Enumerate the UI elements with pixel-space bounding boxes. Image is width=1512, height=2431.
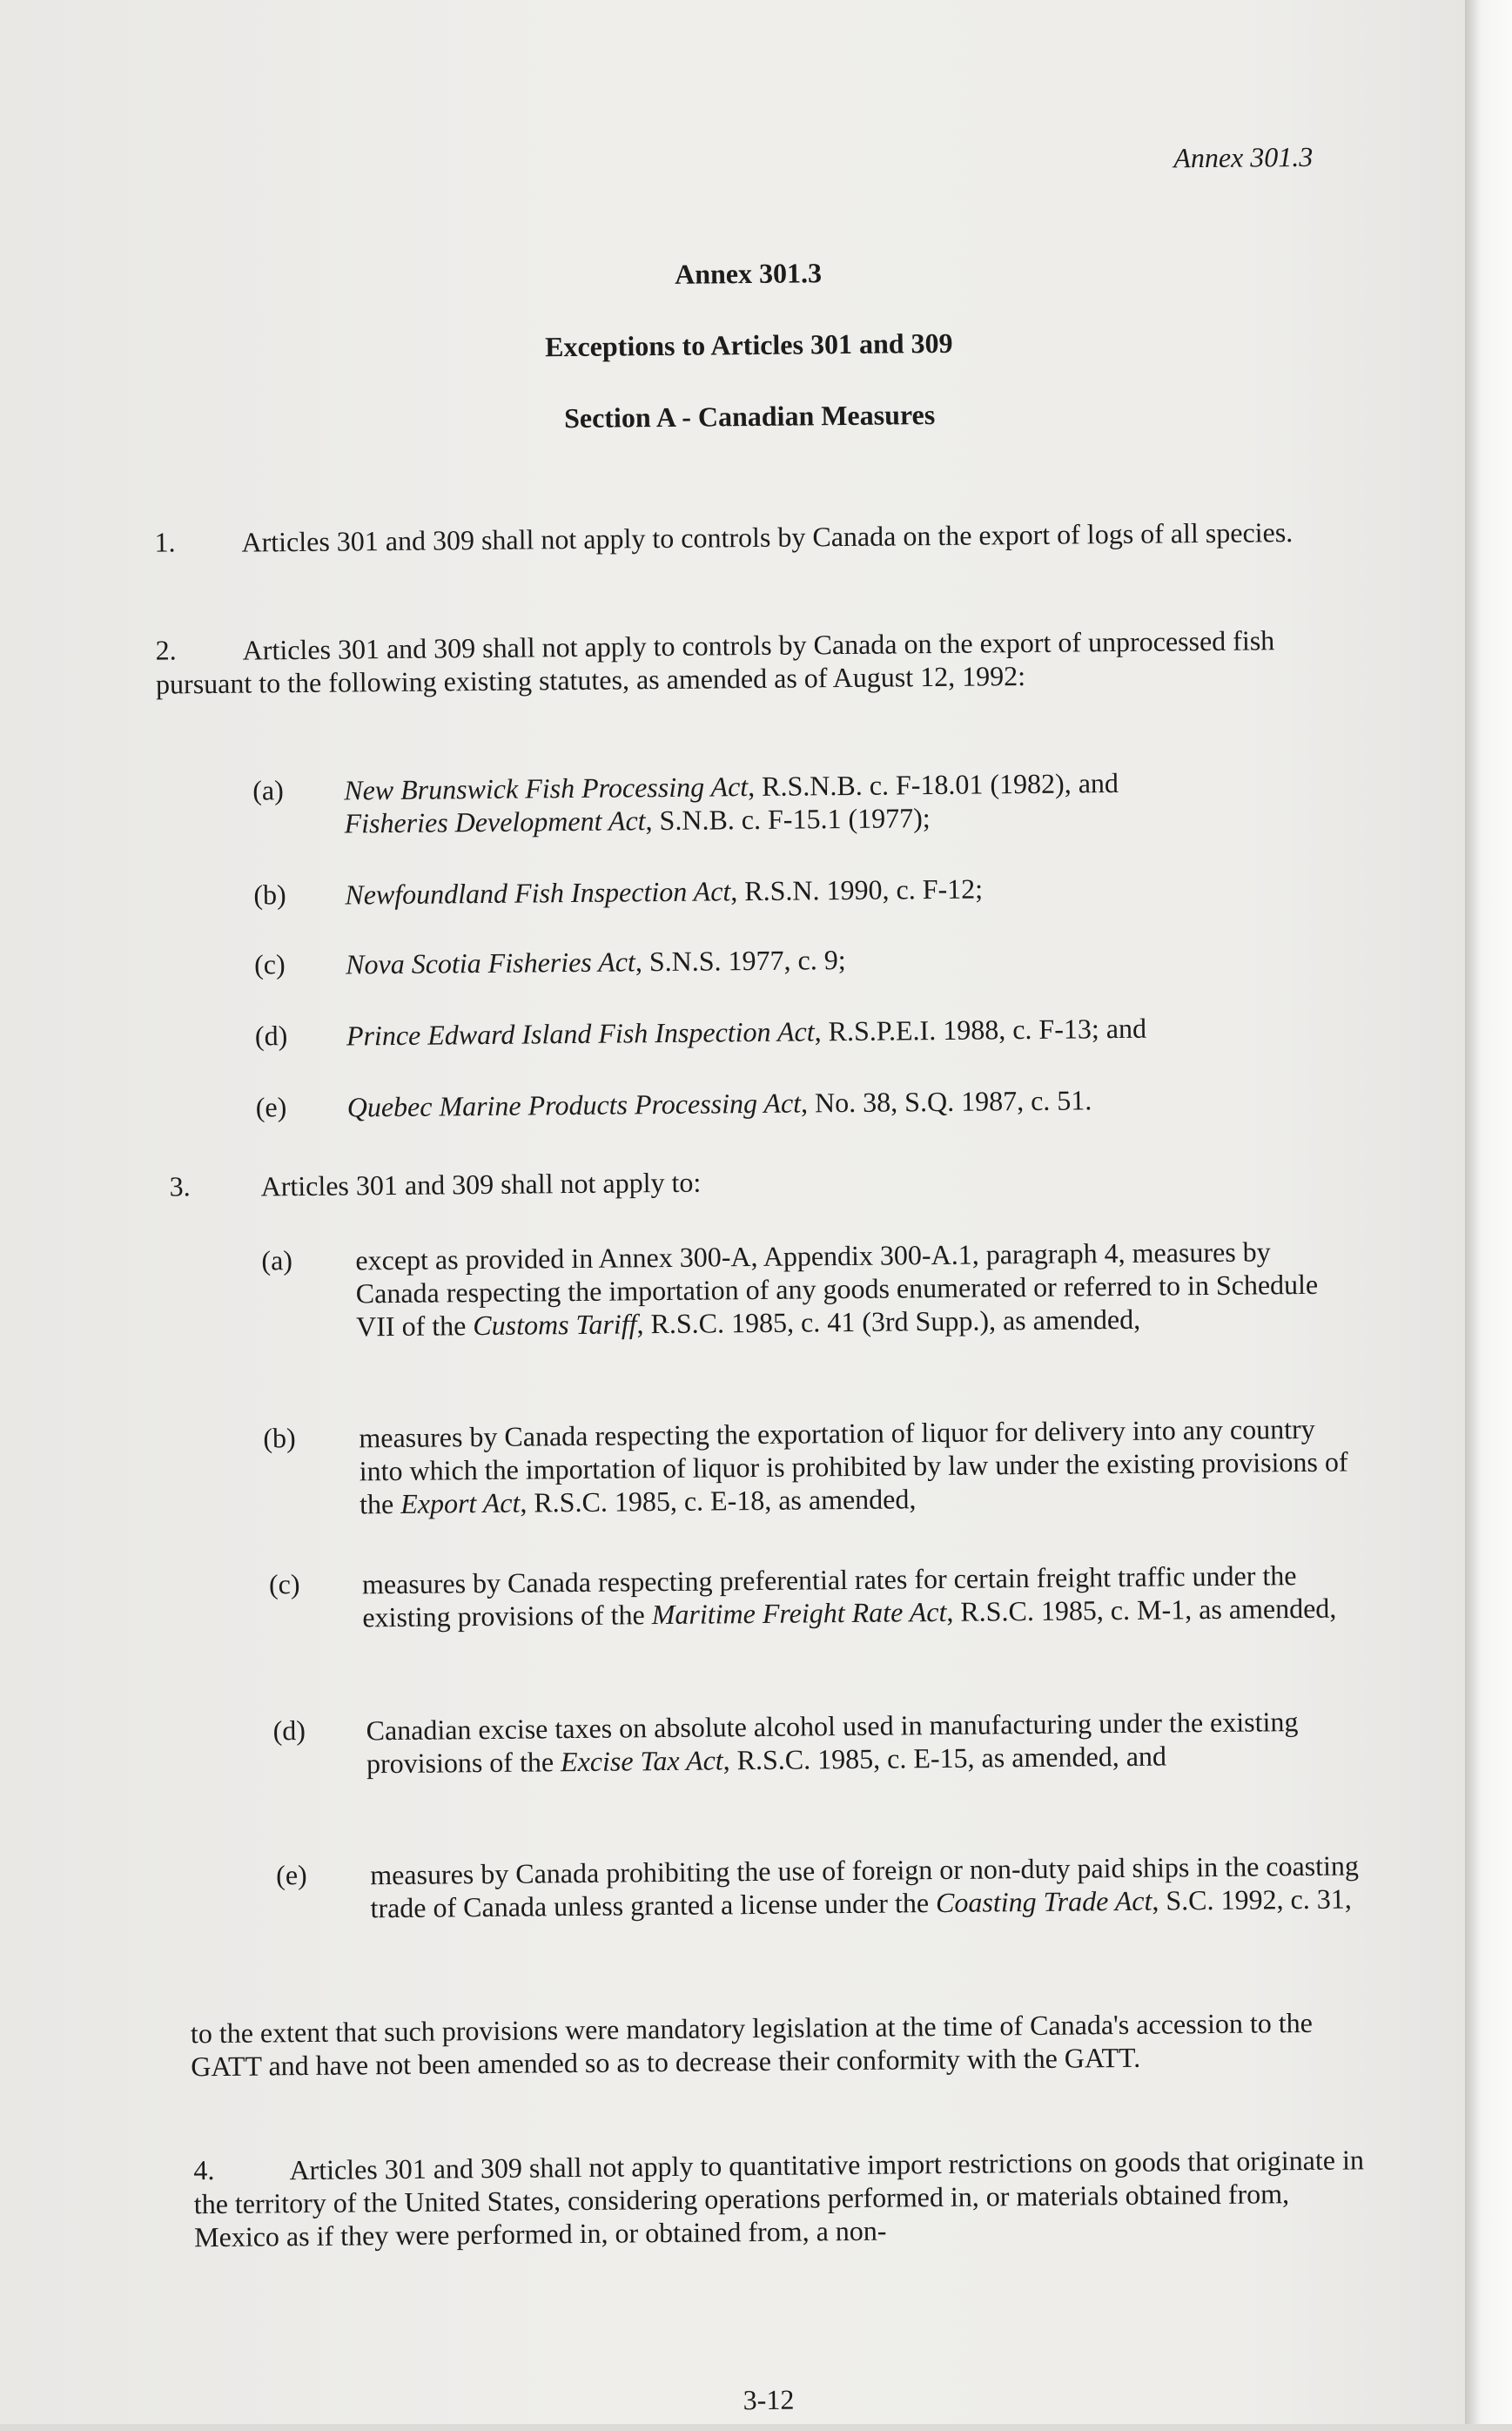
paragraph-2-number: 2. <box>155 634 177 666</box>
act-title: Quebec Marine Products Processing Act <box>346 1087 802 1123</box>
p3-item-b-text: measures by Canada respecting the exportation of liquor for delivery into any country into which the importation of liquor is prohibited by law under the existing provisions of the Export Act, R.S.C. 1985, c. E-18, as amended, <box>359 1412 1348 1520</box>
paragraph-2-text: Articles 301 and 309 shall not apply to controls by Canada on the export of unprocessed fish pursuant to the following existing statutes, as amended as of August 12, 1992: <box>155 624 1275 700</box>
p3-item-c-text: measures by Canada respecting preferential rates for certain freight traffic under the existing provisions of the Maritime Freight Rate Act, R.S.C. 1985, c. M-1, as amended, <box>361 1559 1337 1633</box>
annex-subtitle: Exceptions to Articles 301 and 309 <box>544 327 953 363</box>
p2-item-b-label: (b) <box>253 879 286 911</box>
paragraph-1-text: Articles 301 and 309 shall not apply to controls by Canada on the export of logs of all species. <box>241 516 1294 558</box>
p3-item-a-text: except as provided in Annex 300-A, Appendix 300-A.1, paragraph 4, measures by Canada respecting the importation of any goods enumerated or referred to in Schedule VII of the Customs Tariff, R.S.C. 1985, c. 41 (3rd Supp.), as amended, <box>355 1236 1319 1343</box>
act-title: Maritime Freight Rate Act <box>651 1595 947 1631</box>
p3-item-d-label: (d) <box>272 1714 306 1747</box>
p2-item-b-text: Newfoundland Fish Inspection Act, R.S.N. 1990, c. F-12; <box>345 872 984 911</box>
p2-item-e-label: (e) <box>255 1091 287 1123</box>
paragraph-3-number: 3. <box>169 1170 191 1202</box>
p3-item-c-label: (c) <box>268 1568 300 1600</box>
act-title: Coasting Trade Act <box>935 1884 1152 1919</box>
act-title: Fisheries Development Act <box>344 805 646 839</box>
paragraph-4-number: 4. <box>193 2154 215 2186</box>
p2-item-e-text: Quebec Marine Products Processing Act, No. 38, S.Q. 1987, c. 51. <box>346 1084 1092 1123</box>
p2-item-d-label: (d) <box>254 1020 288 1052</box>
p2-item-a-label: (a) <box>252 774 284 806</box>
paragraph-1-number: 1. <box>154 526 176 558</box>
p3-item-b-label: (b) <box>263 1422 296 1454</box>
annex-title: Annex 301.3 <box>674 257 823 290</box>
p2-item-a-text: New Brunswick Fish Processing Act, R.S.N.B. c. F-18.01 (1982), and Fisheries Development Act, S.N.B. c. F-15.1 (1977); <box>344 766 1119 839</box>
p2-item-d-text: Prince Edward Island Fish Inspection Act, R.S.P.E.I. 1988, c. F-13; and <box>346 1012 1147 1052</box>
section-heading: Section A - Canadian Measures <box>563 398 936 434</box>
paragraph-3-text: Articles 301 and 309 shall not apply to: <box>260 1166 702 1202</box>
act-title: Newfoundland Fish Inspection Act <box>345 875 731 911</box>
p3-item-a-label: (a) <box>261 1244 293 1276</box>
p2-item-c-label: (c) <box>253 948 286 980</box>
p3-item-d-text: Canadian excise taxes on absolute alcohol used in manufacturing under the existing provisions of the Excise Tax Act, R.S.C. 1985, c. E-15, as amended, and <box>366 1706 1299 1780</box>
paragraph-3-closing: to the extent that such provisions were mandatory legislation at the time of Canada's accession to the GATT and have not been amended so as to decrease their conformity with the GATT. <box>190 2006 1314 2083</box>
act-title: Prince Edward Island Fish Inspection Act <box>346 1015 815 1052</box>
p2-item-c-text: Nova Scotia Fisheries Act, S.N.S. 1977, c. 9; <box>345 944 846 980</box>
act-title: New Brunswick Fish Processing Act <box>344 771 749 806</box>
act-title: Export Act <box>400 1486 521 1519</box>
page-number: 3-12 <box>743 2383 795 2416</box>
act-title: Customs Tariff <box>473 1308 637 1342</box>
paragraph-4-text: Articles 301 and 309 shall not apply to quantitative import restrictions on goods that originate in the territory of the United States, considering operations performed in, or materials obtained from, Mexico as if they were performed in, or obtained from, a non- <box>193 2144 1365 2253</box>
act-title: Excise Tax Act <box>560 1744 723 1778</box>
p3-item-e-text: measures by Canada prohibiting the use of foreign or non-duty paid ships in the coasting trade of Canada unless granted a license under the Coasting Trade Act, S.C. 1992, c. 31, <box>370 1849 1360 1924</box>
running-head: Annex 301.3 <box>1173 140 1314 174</box>
act-title: Nova Scotia Fisheries Act <box>345 946 636 980</box>
p3-item-e-label: (e) <box>276 1859 307 1891</box>
